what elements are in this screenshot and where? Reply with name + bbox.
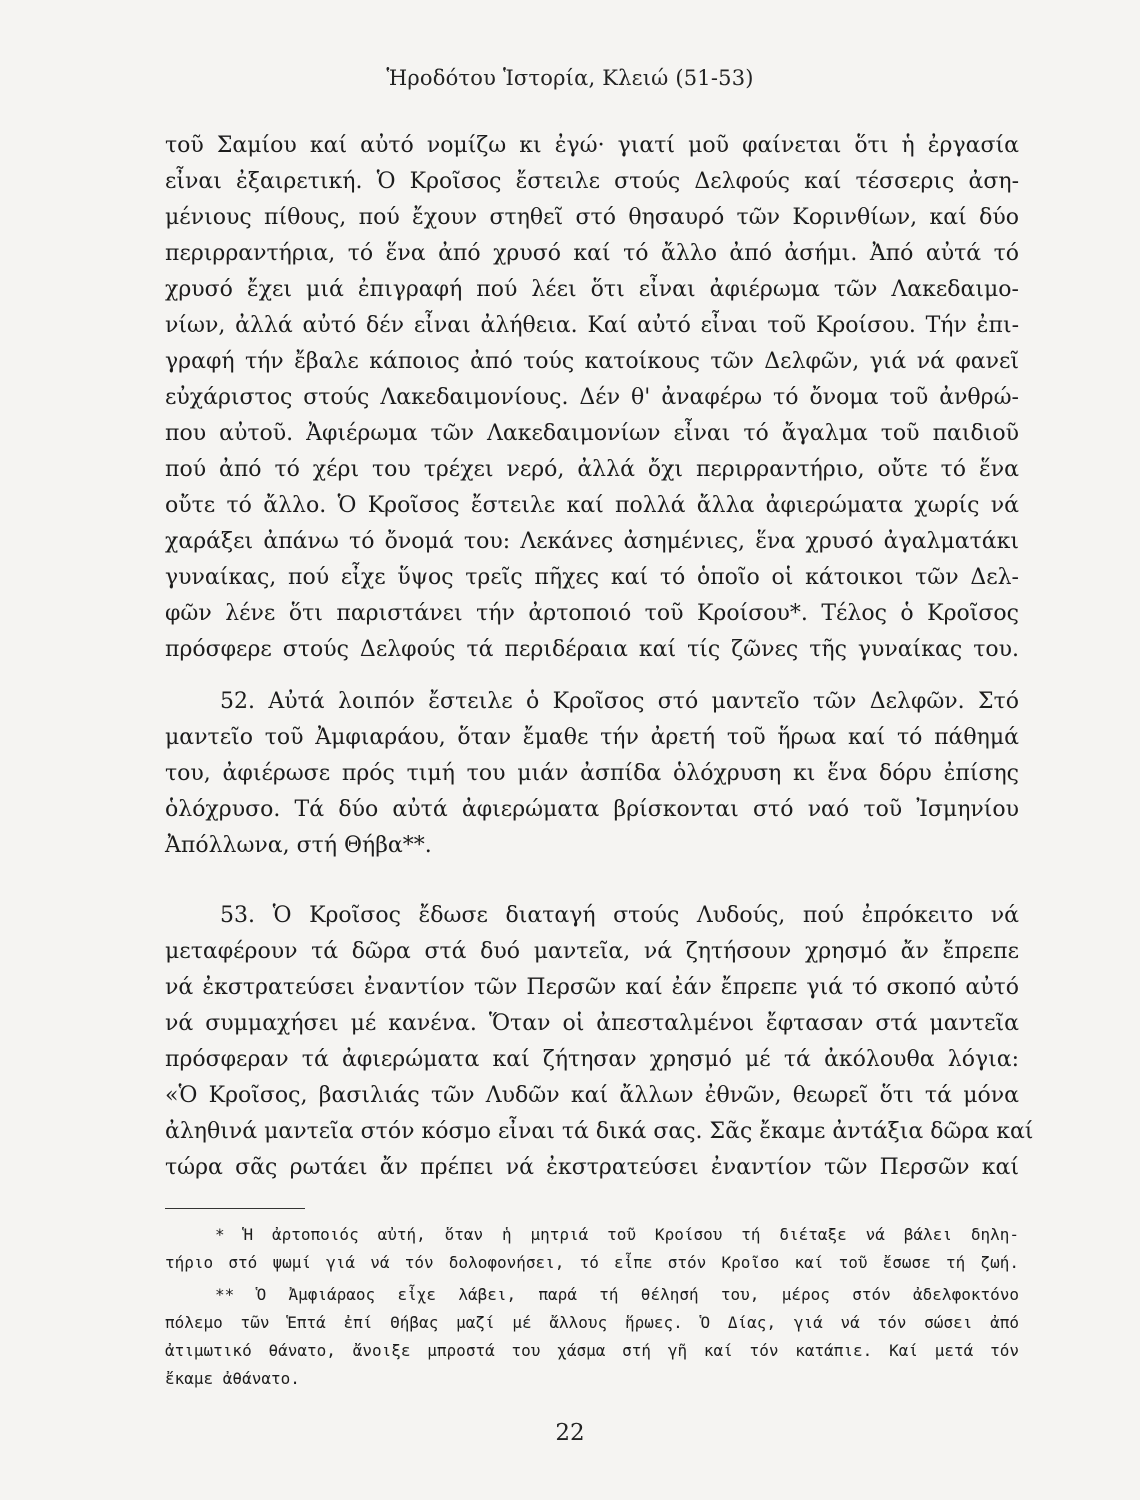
text-line: πού ἀπό τό χέρι του τρέχει νερό, ἀλλά ὄχι περιρραντήριο, οὔτε τό ἕνα bbox=[165, 457, 1019, 482]
text-line: τοῦ Σαμίου καί αὐτό νομίζω κι ἐγώ· γιατί μοῦ φαίνεται ὅτι ἡ ἐργασία bbox=[165, 133, 1019, 158]
text-line: Ἀπόλλωνα, στή Θήβα**. bbox=[165, 833, 432, 858]
text-line: γραφή τήν ἔβαλε κάποιος ἀπό τούς κατοίκους τῶν Δελφῶν, γιά νά φανεῖ bbox=[165, 349, 1019, 374]
footnote-1: * Ἡ ἀρτοποιός αὐτή, ὅταν ἡ μητριά τοῦ Κροίσου τή διέταξε νά βάλει δηλη- bbox=[215, 1225, 1019, 1244]
running-title: Ἡροδότου Ἱστορία, Κλειώ (51-53) bbox=[386, 66, 754, 90]
text-line: γυναίκας, πού εἶχε ὕψος τρεῖς πῆχες καί τό ὁποῖο οἱ κάτοικοι τῶν Δελ- bbox=[165, 565, 1019, 590]
footnote-line: ἔκαμε ἀθάνατο. bbox=[165, 1369, 300, 1388]
text-line: πρόσφεραν τά ἀφιερώματα καί ζήτησαν χρησμό μέ τά ἀκόλουθα λόγια: bbox=[165, 1047, 1019, 1072]
text-line: μένιους πίθους, πού ἔχουν στηθεῖ στό θησαυρό τῶν Κορινθίων, καί δύο bbox=[165, 205, 1019, 230]
paragraph-52-start: 52. Αὐτά λοιπόν ἔστειλε ὁ Κροῖσος στό μαντεῖο τῶν Δελφῶν. Στό bbox=[220, 689, 1019, 714]
text-line: οὔτε τό ἄλλο. Ὁ Κροῖσος ἔστειλε καί πολλά ἄλλα ἀφιερώματα χωρίς νά bbox=[165, 493, 1019, 518]
text-line: ὁλόχρυσο. Τά δύο αὐτά ἀφιερώματα βρίσκονται στό ναό τοῦ Ἰσμηνίου bbox=[165, 797, 1019, 822]
text-line: εἶναι ἐξαιρετική. Ὁ Κροῖσος ἔστειλε στούς Δελφούς καί τέσσερις ἀση- bbox=[165, 169, 1019, 194]
text-line: ἀληθινά μαντεῖα στόν κόσμο εἶναι τά δικά σας. Σᾶς ἔκαμε ἀντάξια δῶρα καί bbox=[165, 1119, 1034, 1144]
text-line: νίων, ἀλλά αὐτό δέν εἶναι ἀλήθεια. Καί αὐτό εἶναι τοῦ Κροίσου. Τήν ἐπι- bbox=[165, 313, 1019, 338]
text-line: εὐχάριστος στούς Λακεδαιμονίους. Δέν θ' ἀναφέρω τό ὄνομα τοῦ ἀνθρώ- bbox=[165, 385, 1019, 410]
text-line: μαντεῖο τοῦ Ἀμφιαράου, ὅταν ἔμαθε τήν ἀρετή τοῦ ἥρωα καί τό πάθημά bbox=[165, 725, 1019, 750]
text-line: χρυσό ἔχει μιά ἐπιγραφή πού λέει ὅτι εἶναι ἀφιέρωμα τῶν Λακεδαιμο- bbox=[165, 277, 1019, 302]
footnote-line: πόλεμο τῶν Ἑπτά ἐπί Θήβας μαζί μέ ἄλλους ἥρωες. Ὁ Δίας, γιά νά τόν σώσει ἀπό bbox=[165, 1313, 1019, 1332]
footnote-line: τήριο στό ψωμί γιά νά τόν δολοφονήσει, τό εἶπε στόν Κροῖσο καί τοῦ ἔσωσε τή ζωή. bbox=[165, 1253, 1019, 1272]
text-line: χαράξει ἀπάνω τό ὄνομά του: Λεκάνες ἀσημένιες, ἕνα χρυσό ἀγαλματάκι bbox=[165, 529, 1019, 554]
page-number: 22 bbox=[555, 1420, 585, 1446]
text-line: «Ὁ Κροῖσος, βασιλιάς τῶν Λυδῶν καί ἄλλων ἐθνῶν, θεωρεῖ ὅτι τά μόνα bbox=[165, 1083, 1019, 1108]
footnote-2: ** Ὁ Ἀμφιάραος εἶχε λάβει, παρά τή θέλησή του, μέρος στόν ἀδελφοκτόνο bbox=[215, 1285, 1019, 1304]
text-line: πρόσφερε στούς Δελφούς τά περιδέραια καί τίς ζῶνες τῆς γυναίκας του. bbox=[165, 637, 1019, 662]
text-line: τώρα σᾶς ρωτάει ἄν πρέπει νά ἐκστρατεύσει ἐναντίον τῶν Περσῶν καί bbox=[165, 1155, 1019, 1180]
text-line: του, ἀφιέρωσε πρός τιμή του μιάν ἀσπίδα ὁλόχρυση κι ἕνα δόρυ ἐπίσης bbox=[165, 761, 1019, 786]
text-line: φῶν λένε ὅτι παριστάνει τήν ἀρτοποιό τοῦ Κροίσου*. Τέλος ὁ Κροῖσος bbox=[165, 601, 1019, 626]
text-line: νά ἐκστρατεύσει ἐναντίον τῶν Περσῶν καί ἐάν ἔπρεπε γιά τό σκοπό αὐτό bbox=[165, 975, 1019, 1000]
paragraph-53-start: 53. Ὁ Κροῖσος ἔδωσε διαταγή στούς Λυδούς, πού ἐπρόκειτο νά bbox=[220, 903, 1019, 928]
footnote-divider bbox=[165, 1208, 305, 1209]
text-line: νά συμμαχήσει μέ κανένα. Ὅταν οἱ ἀπεσταλμένοι ἔφτασαν στά μαντεῖα bbox=[165, 1011, 1019, 1036]
text-line: μεταφέρουν τά δῶρα στά δυό μαντεῖα, νά ζητήσουν χρησμό ἄν ἔπρεπε bbox=[165, 939, 1019, 964]
text-line: περιρραντήρια, τό ἕνα ἀπό χρυσό καί τό ἄλλο ἀπό ἀσήμι. Ἀπό αὐτά τό bbox=[165, 241, 1019, 266]
footnote-line: ἀτιμωτικό θάνατο, ἄνοιξε μπροστά του χάσμα στή γῆ καί τόν κατάπιε. Καί μετά τόν bbox=[165, 1341, 1019, 1360]
text-line: που αὐτοῦ. Ἀφιέρωμα τῶν Λακεδαιμονίων εἶναι τό ἄγαλμα τοῦ παιδιοῦ bbox=[165, 421, 1019, 446]
